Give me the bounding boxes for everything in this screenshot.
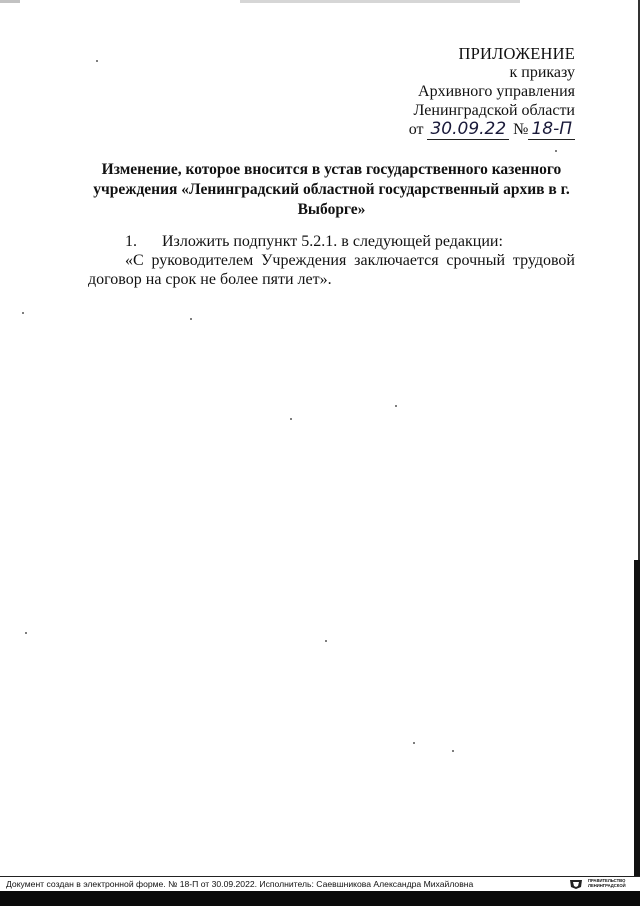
- scan-speck: [25, 632, 27, 634]
- quoted-text: «С руководителем Учреждения заключается срочный трудовой договор на срок не более пяти лет».: [88, 252, 575, 288]
- scan-speck: [555, 150, 557, 152]
- item-number: 1.: [125, 233, 137, 250]
- handwritten-date: 30.09.22: [427, 120, 509, 140]
- document-body: [88, 232, 575, 289]
- handwritten-number: 18-П: [528, 120, 575, 140]
- scan-top-strip: [0, 0, 640, 3]
- item-line: [88, 232, 575, 251]
- approval-line: к приказу: [509, 64, 575, 81]
- scan-speck: [290, 418, 292, 420]
- scan-speck: [452, 750, 454, 752]
- scan-speck: [22, 312, 24, 314]
- approval-line: Ленинградской области: [413, 102, 575, 119]
- scan-speck: [413, 742, 415, 744]
- scan-speck: [190, 318, 192, 320]
- scan-speck: [325, 640, 327, 642]
- approval-block: [409, 44, 575, 140]
- coat-of-arms-icon: [568, 878, 584, 890]
- document-heading: Изменение, которое вносится в устав государственного казенного учреждения «Ленинградский областной государственный архив в г. Выборге»: [93, 161, 570, 218]
- footer-bar: [0, 876, 640, 906]
- approval-title: ПРИЛОЖЕНИЕ: [458, 44, 575, 63]
- date-prefix: от: [408, 121, 424, 138]
- approval-line: Архивного управления: [418, 83, 575, 100]
- gov-label: [588, 878, 640, 888]
- scan-speck: [96, 60, 98, 62]
- number-sign: №: [513, 121, 529, 138]
- footer-text: Документ создан в электронной форме. № 18-П от 30.09.2022. Исполнитель: Саевшникова Александра Михайловна: [6, 879, 474, 889]
- footer-black-band: [0, 891, 640, 906]
- gov-label-line: ЛЕНИНГРАДСКОЙ: [588, 883, 626, 888]
- scan-edge-dark: [634, 560, 640, 880]
- gov-label-line: ПРАВИТЕЛЬСТВО: [588, 878, 626, 883]
- approval-date-line: [409, 120, 575, 140]
- scan-speck: [395, 405, 397, 407]
- item-text: Изложить подпункт 5.2.1. в следующей редакции:: [162, 233, 503, 250]
